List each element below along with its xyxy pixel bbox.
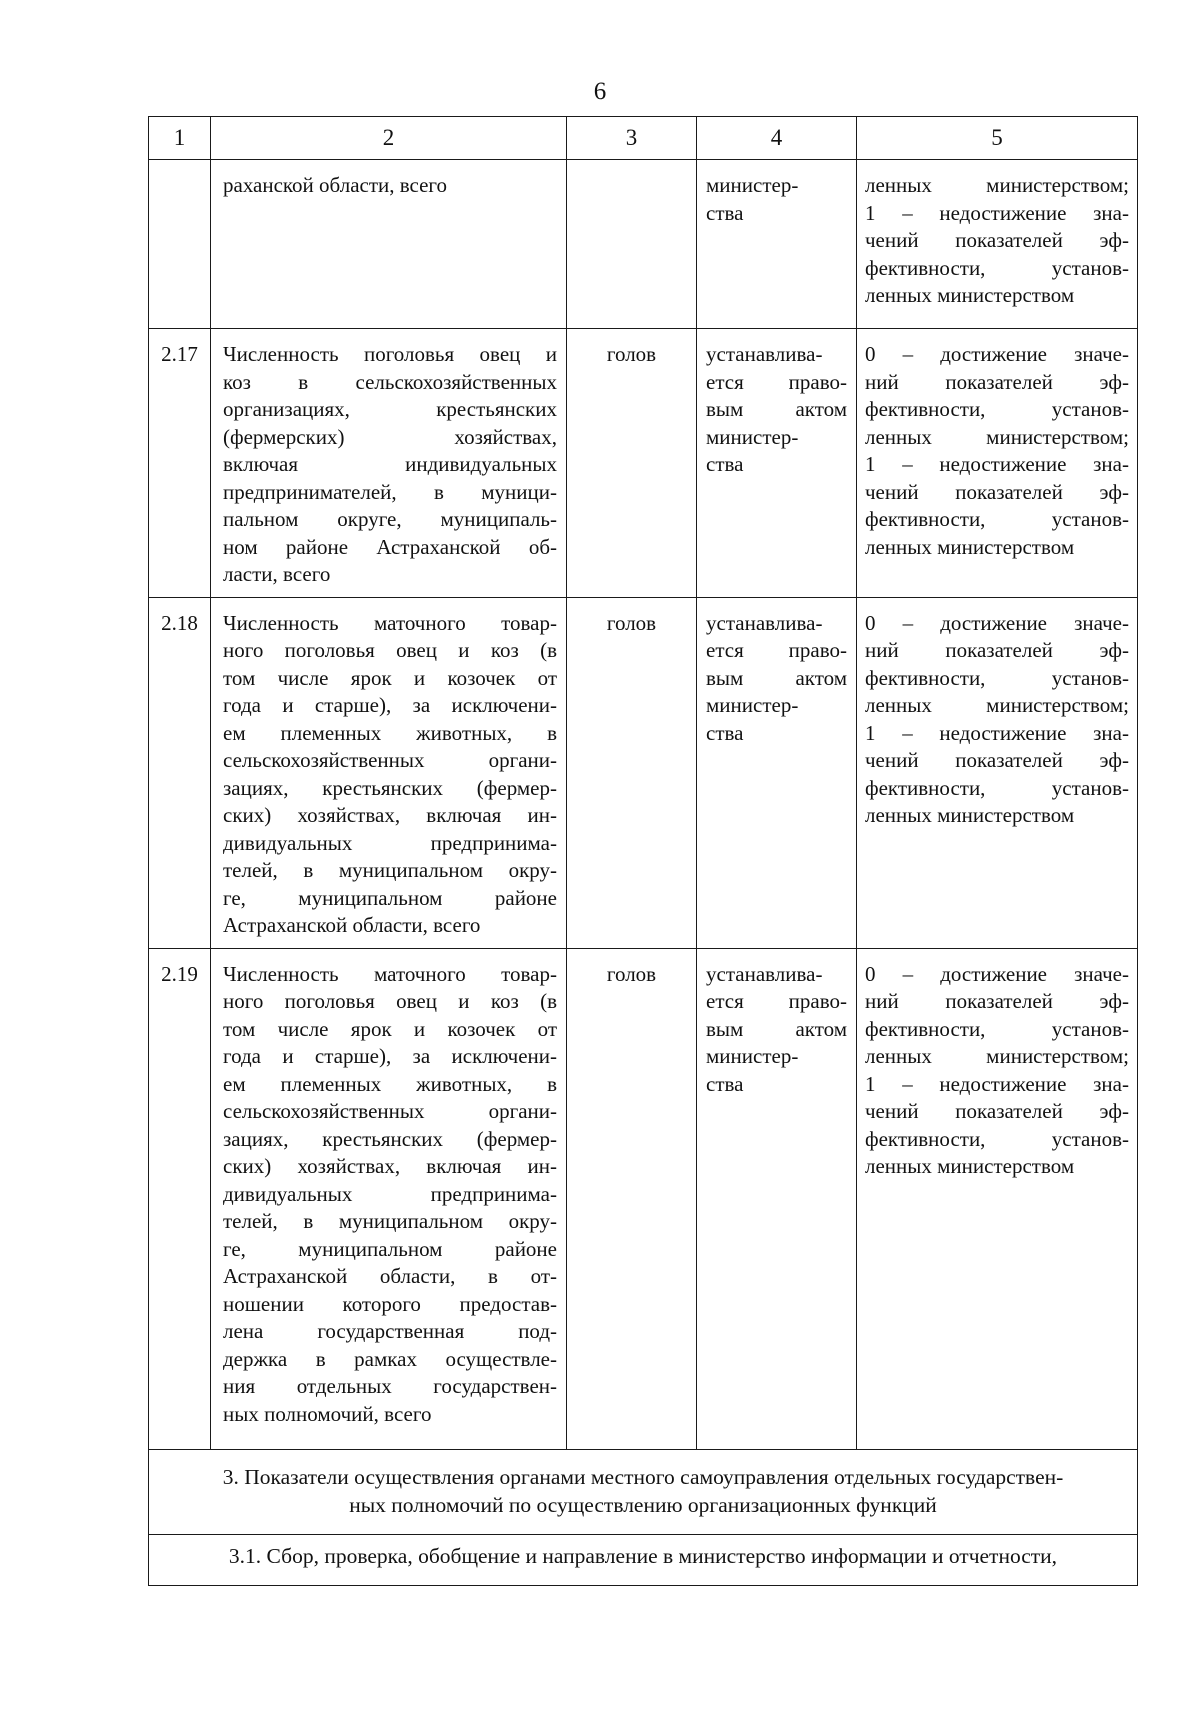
text-line: ленных министерством (865, 1154, 1075, 1178)
text-line: 0 – достижение значе- (865, 342, 1129, 366)
num-cell: 2.17 (149, 329, 211, 598)
header-cell: 1 (149, 117, 211, 160)
num-cell: 2.19 (149, 948, 211, 1449)
unit-cell: голов (567, 597, 697, 948)
text-line: вым актом (706, 397, 847, 421)
text-line: чений показателей эф- (865, 479, 1129, 504)
text-line: ется право- (706, 638, 847, 662)
table-row (149, 160, 1138, 329)
text-line: ге, муниципальном районе (223, 1236, 557, 1261)
text-line: фективности, установ- (865, 665, 1129, 690)
text-line: Астраханской области, в от- (223, 1264, 557, 1288)
text-line: 1 – недостижение зна- (865, 200, 1129, 225)
text-line: предпринимателей, в муници- (223, 479, 557, 504)
indicator-name-cell (211, 948, 567, 1449)
text-line: ных полномочий, всего (223, 1401, 432, 1426)
table-header-row (149, 117, 1138, 160)
basis-cell (697, 329, 857, 598)
text-line: сельскохозяйственных органи- (223, 1099, 557, 1123)
text-line: ного поголовья овец и коз (в (223, 638, 557, 662)
text-line: Численность поголовья овец и (223, 342, 557, 366)
text-line: ленных министерством (865, 283, 1075, 307)
text-line: ства (706, 720, 744, 745)
indicator-name-cell (211, 160, 567, 329)
indicators-table (148, 116, 1138, 1586)
section-heading-row (149, 1449, 1138, 1534)
text-line: устанавлива- (706, 961, 823, 986)
text-line: ленных министерством; (865, 693, 1129, 717)
criteria-cell (857, 597, 1138, 948)
text-line: том числе ярок и козочек от (223, 665, 557, 690)
text-line: держка в рамках осуществле- (223, 1346, 557, 1371)
header-cell: 3 (567, 117, 697, 160)
text-line: коз в сельскохозяйственных (223, 369, 557, 394)
text-line: чений показателей эф- (865, 1099, 1129, 1123)
text-line: ства (706, 200, 744, 225)
text-line: Численность маточного товар- (223, 961, 557, 986)
text-line: ства (706, 452, 744, 476)
text-line: 0 – достижение значе- (865, 610, 1129, 635)
basis-cell (697, 160, 857, 329)
text-line: том числе ярок и козочек от (223, 1016, 557, 1041)
text-line: ленных министерством (865, 803, 1075, 827)
criteria-cell (857, 948, 1138, 1449)
indicator-name-cell (211, 329, 567, 598)
text-line: года и старше), за исключени- (223, 693, 557, 717)
text-line: чений показателей эф- (865, 748, 1129, 772)
text-line: дивидуальных предпринима- (223, 830, 557, 855)
text-line: ем племенных животных, в (223, 1071, 557, 1096)
text-line: устанавлива- (706, 610, 823, 635)
text-line: чений показателей эф- (865, 228, 1129, 252)
text-line: 1 – недостижение зна- (865, 452, 1129, 476)
text-line: ний показателей эф- (865, 989, 1129, 1013)
text-line: ния отдельных государствен- (223, 1374, 557, 1398)
text-line: министер- (706, 693, 799, 717)
text-line: фективности, установ- (865, 775, 1129, 800)
text-line: ношении которого предостав- (223, 1291, 557, 1316)
criteria-cell (857, 160, 1138, 329)
text-line: вым актом (706, 1016, 847, 1041)
text-line: ется право- (706, 369, 847, 394)
section-3-heading (149, 1449, 1138, 1534)
table-row (149, 597, 1138, 948)
text-line: лена государственная под- (223, 1319, 557, 1343)
criteria-cell (857, 329, 1138, 598)
basis-cell (697, 948, 857, 1449)
text-line: фективности, установ- (865, 1126, 1129, 1151)
text-line: ем племенных животных, в (223, 720, 557, 745)
text-line: зациях, крестьянских (фермер- (223, 1126, 557, 1151)
text-line: телей, в муниципальном окру- (223, 1209, 557, 1233)
header-cell: 4 (697, 117, 857, 160)
text-line: фективности, установ- (865, 255, 1129, 280)
text-line: фективности, установ- (865, 1016, 1129, 1041)
heading-line: 3. Показатели осуществления органами местного самоуправления отдельных государствен- (222, 1465, 1064, 1489)
header-cell: 2 (211, 117, 567, 160)
text-line: устанавлива- (706, 342, 823, 366)
text-line: ленных министерством; (865, 1044, 1129, 1068)
text-line: года и старше), за исключени- (223, 1044, 557, 1068)
text-line: телей, в муниципальном окру- (223, 858, 557, 882)
text-line: (фермерских) хозяйствах, (223, 424, 557, 449)
text-line: ется право- (706, 989, 847, 1013)
text-line: сельскохозяйственных органи- (223, 748, 557, 772)
num-cell: 2.18 (149, 597, 211, 948)
text-line: фективности, установ- (865, 397, 1129, 421)
text-line: фективности, установ- (865, 507, 1129, 531)
text-line: дивидуальных предпринима- (223, 1181, 557, 1206)
text-line: ских) хозяйствах, включая ин- (223, 803, 557, 827)
text-line: ний показателей эф- (865, 369, 1129, 394)
indicator-name-cell (211, 597, 567, 948)
text-line: ских) хозяйствах, включая ин- (223, 1154, 557, 1178)
table-row (149, 329, 1138, 598)
unit-cell: голов (567, 329, 697, 598)
text-line: ного поголовья овец и коз (в (223, 989, 557, 1013)
text-line: ства (706, 1071, 744, 1096)
subsection-row (149, 1534, 1138, 1585)
text-line: ласти, всего (223, 562, 331, 586)
text-line: ленных министерством; (865, 173, 1129, 197)
text-line: 1 – недостижение зна- (865, 720, 1129, 745)
text-line: пальном округе, муниципаль- (223, 507, 557, 531)
section-3-1-heading: 3.1. Сбор, проверка, обобщение и направление в министерство информации и отчетности, (149, 1534, 1138, 1585)
text-line: ний показателей эф- (865, 638, 1129, 662)
basis-cell (697, 597, 857, 948)
text-line: министер- (706, 173, 799, 197)
text-line: 0 – достижение значе- (865, 961, 1129, 986)
text-line: министер- (706, 1044, 799, 1068)
text-line: министер- (706, 424, 799, 449)
unit-cell: голов (567, 948, 697, 1449)
text-line: Численность маточного товар- (223, 610, 557, 635)
text-line: вым актом (706, 665, 847, 690)
text-line: организациях, крестьянских (223, 397, 557, 421)
text-line: раханской области, всего (223, 173, 448, 197)
text-line: ге, муниципальном районе (223, 885, 557, 910)
header-cell: 5 (857, 117, 1138, 160)
text-line: ленных министерством; (865, 424, 1129, 449)
unit-cell (567, 160, 697, 329)
text-line: ленных министерством (865, 534, 1075, 559)
num-cell (149, 160, 211, 329)
text-line: включая индивидуальных (223, 452, 557, 476)
page-number: 6 (593, 78, 607, 105)
heading-line: ных полномочий по осуществлению организационных функций (349, 1492, 937, 1517)
text-line: Астраханской области, всего (223, 913, 481, 937)
text-line: 1 – недостижение зна- (865, 1071, 1129, 1096)
table-row (149, 948, 1138, 1449)
text-line: зациях, крестьянских (фермер- (223, 775, 557, 800)
text-line: ном районе Астраханской об- (223, 534, 557, 559)
